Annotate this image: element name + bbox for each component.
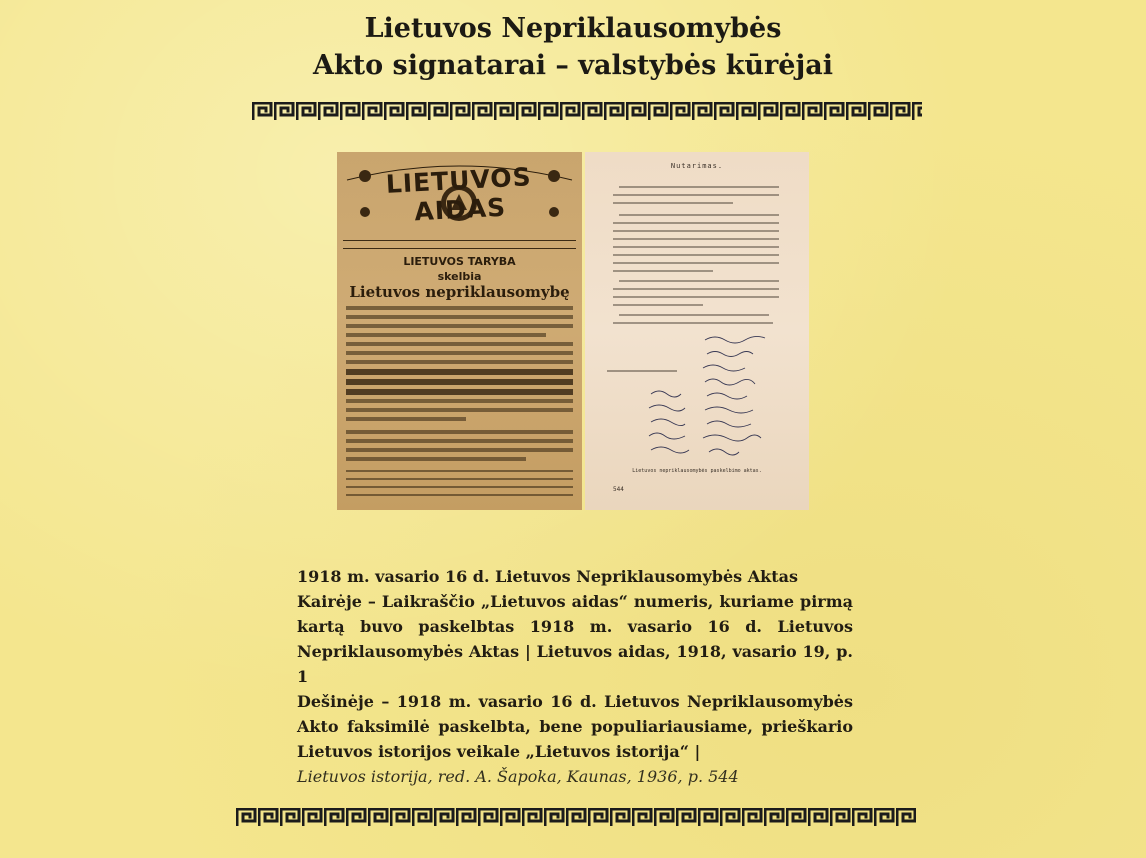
newspaper-image <box>337 152 582 510</box>
newspaper-headline-main: Lietuvos nepriklausomybę <box>349 283 570 301</box>
facsimile-footer: Lietuvos nepriklausomybės paskelbimo aktas. <box>632 468 762 474</box>
greek-key-ornament-top <box>0 98 1146 126</box>
caption <box>297 564 853 789</box>
page-title-line2: Akto signatarai – valstybės kūrėjai <box>313 50 833 81</box>
caption-right-description: Dešinėje – 1918 m. vasario 16 d. Lietuvos Nepriklausomybės Akto faksimilė paskelbta, bene populiariausiame, prieškario Lietuvos istorijos veikale „Lietuvos istorija“ | <box>297 692 853 761</box>
signatures <box>645 332 795 462</box>
act-facsimile-image <box>585 152 809 510</box>
facsimile-page-number: 544 <box>613 486 624 493</box>
newspaper-masthead-text: LIETUVOS AIDAS <box>385 162 533 227</box>
page-title <box>0 10 1146 84</box>
facsimile-heading: Nutarimas. <box>670 162 724 170</box>
caption-source: Lietuvos istorija, red. A. Šapoka, Kaunas, 1936, p. 544 <box>297 767 739 786</box>
newspaper-headline-skelbia: skelbia <box>437 270 482 283</box>
newspaper-headline-taryba: LIETUVOS TARYBA <box>403 255 516 268</box>
caption-title: 1918 m. vasario 16 d. Lietuvos Nepriklausomybės Aktas <box>297 567 798 586</box>
caption-left-description: Kairėje – Laikraščio „Lietuvos aidas“ numeris, kuriame pirmą kartą buvo paskelbtas 1918 m. vasario 16 d. Lietuvos Nepriklausomybės Aktas | Lietuvos aidas, 1918, vasario 19, p. 1 <box>297 592 853 686</box>
greek-key-ornament-bottom <box>0 804 1146 832</box>
page-title-line1: Lietuvos Nepriklausomybės <box>364 13 782 44</box>
